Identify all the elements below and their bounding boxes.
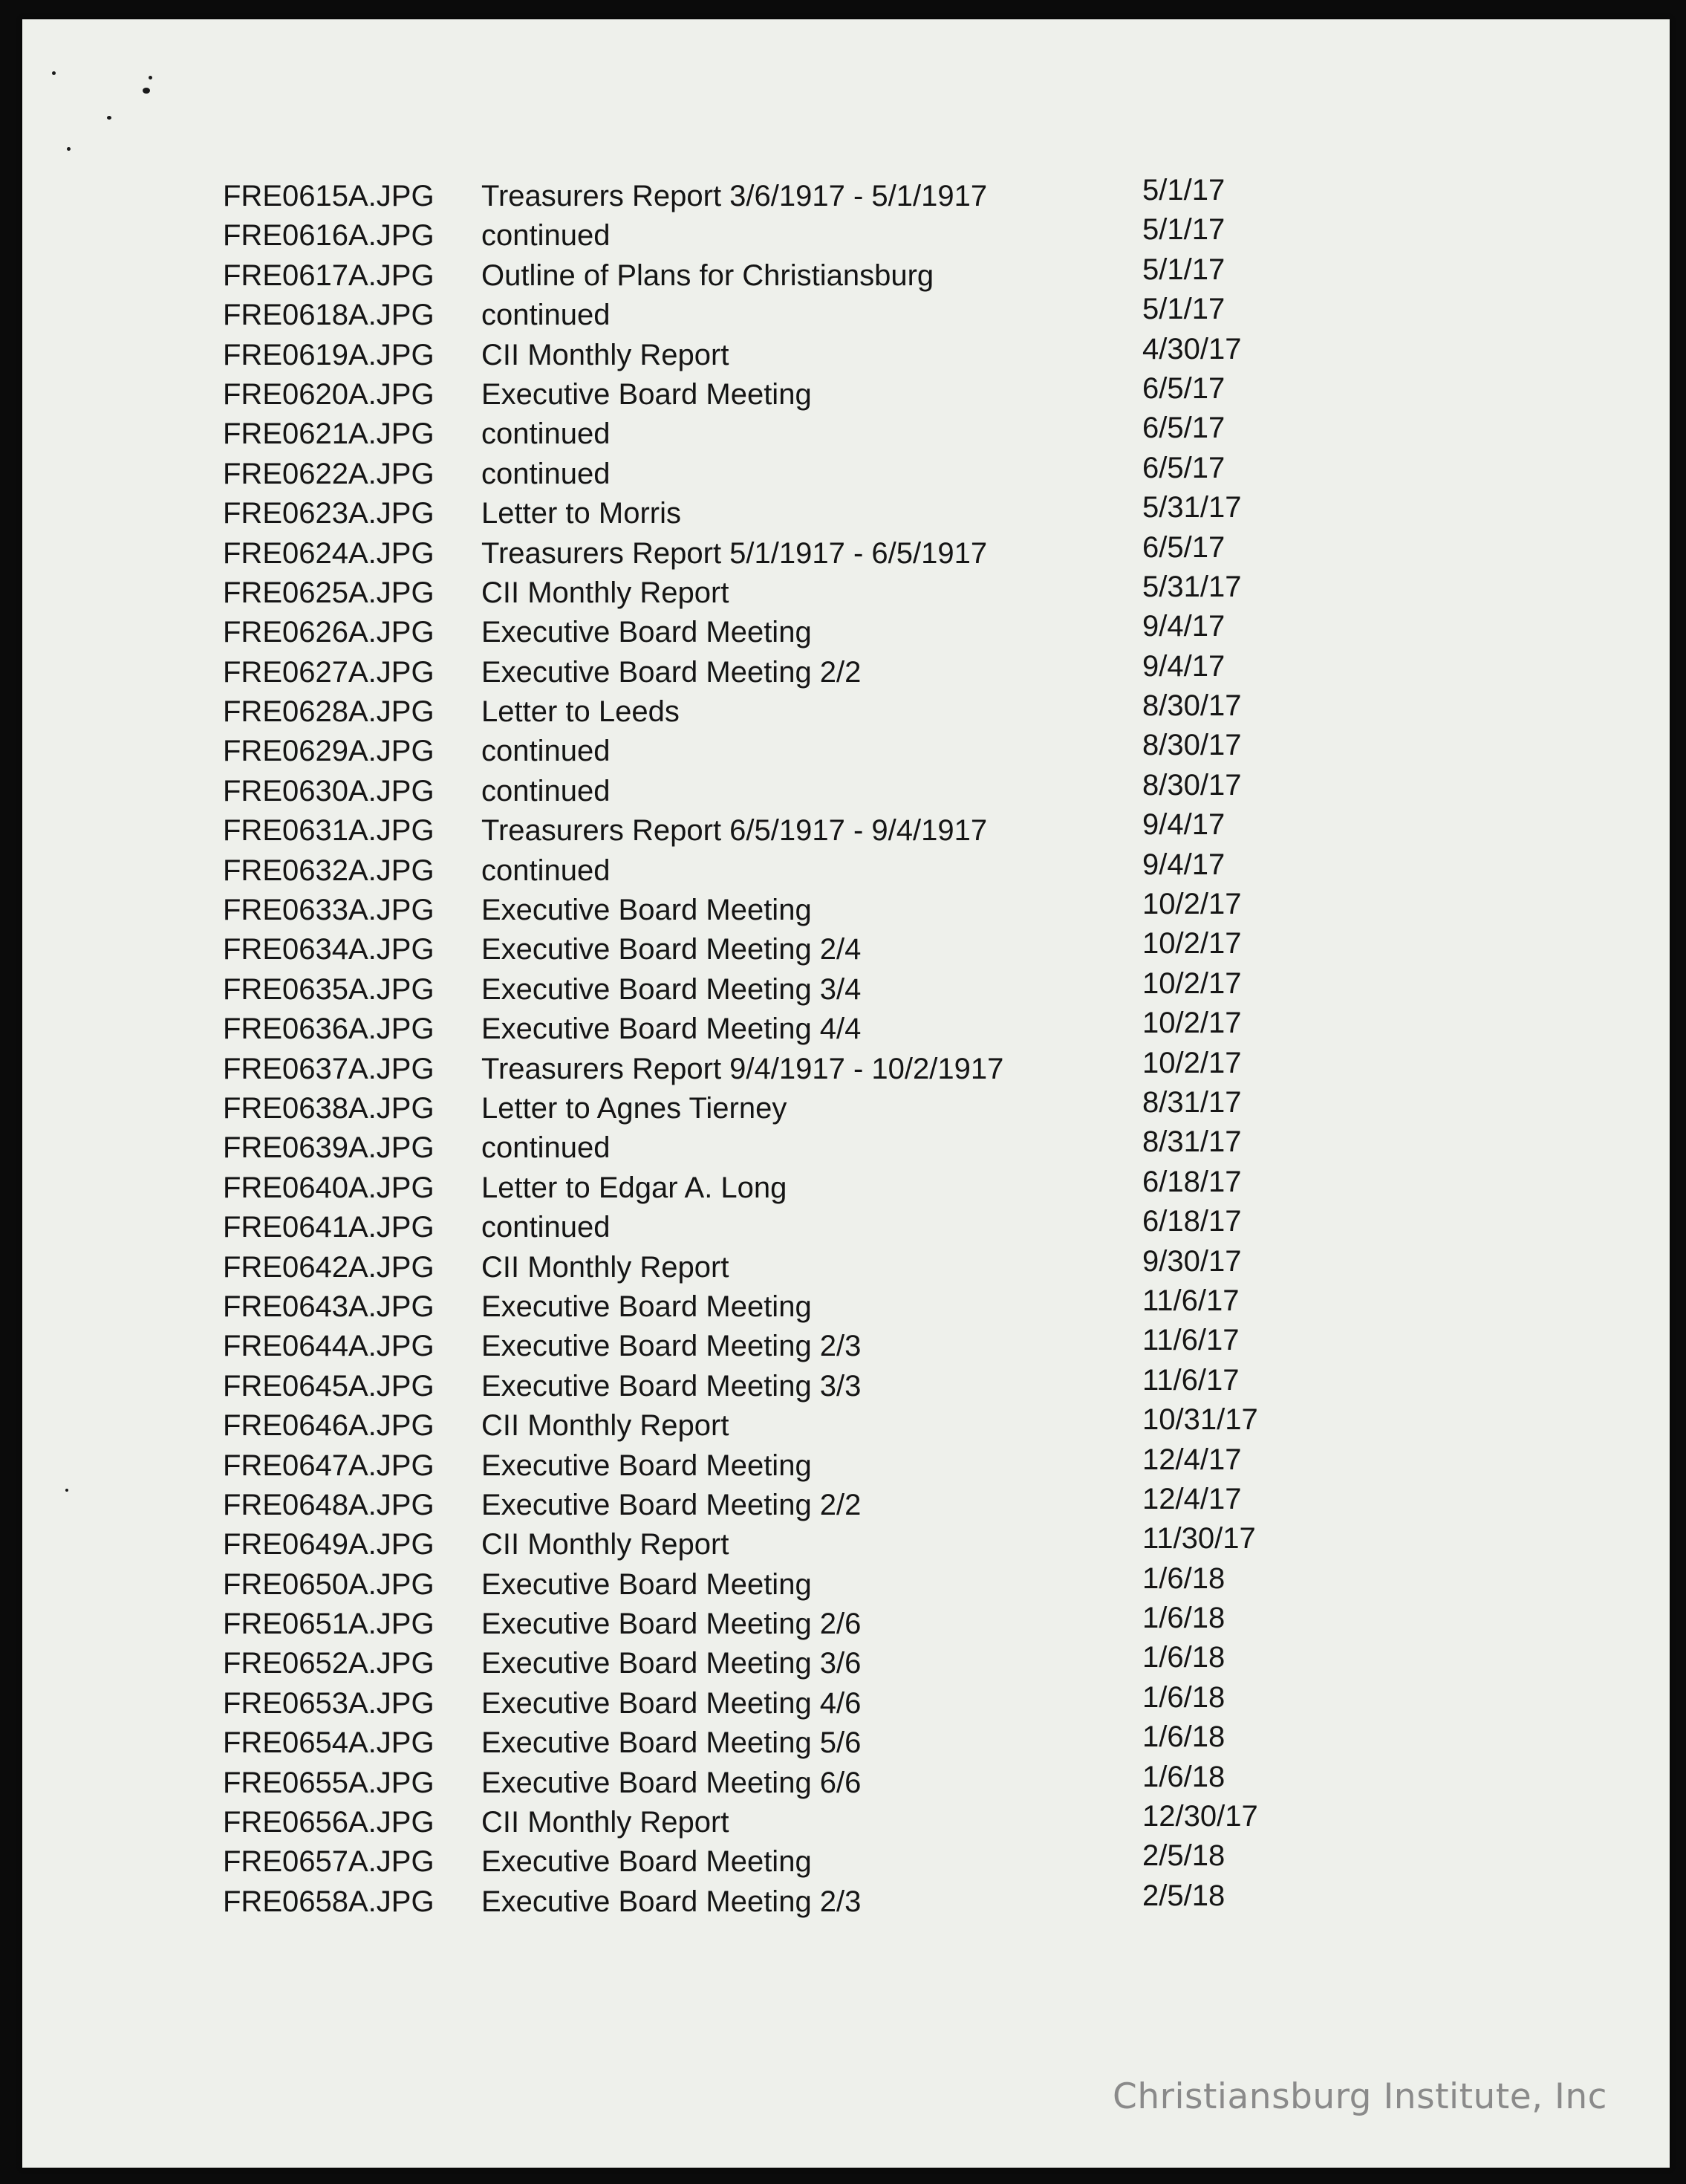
- file-name: FRE0645A.JPG: [223, 1369, 434, 1403]
- document-date: 6/18/17: [1142, 1165, 1242, 1198]
- file-name: FRE0648A.JPG: [223, 1488, 434, 1521]
- document-date: 10/2/17: [1142, 1046, 1242, 1079]
- file-name: FRE0638A.JPG: [223, 1091, 434, 1125]
- file-name: FRE0652A.JPG: [223, 1647, 434, 1680]
- document-title: CII Monthly Report: [481, 1806, 729, 1839]
- document-title: Letter to Leeds: [481, 695, 680, 729]
- document-date: 8/31/17: [1142, 1085, 1242, 1119]
- document-title: Letter to Edgar A. Long: [481, 1171, 787, 1204]
- file-name: FRE0641A.JPG: [223, 1211, 434, 1244]
- list-item: [223, 1879, 1337, 1922]
- document-date: 1/6/18: [1142, 1641, 1226, 1674]
- document-title: Executive Board Meeting 2/2: [481, 1488, 862, 1521]
- document-date: 6/18/17: [1142, 1205, 1242, 1238]
- scanned-page: [22, 19, 1670, 2168]
- document-title: continued: [481, 457, 611, 490]
- file-name: FRE0646A.JPG: [223, 1409, 434, 1443]
- ink-speck: [149, 76, 152, 79]
- file-name: FRE0631A.JPG: [223, 814, 434, 848]
- document-date: 6/5/17: [1142, 412, 1226, 445]
- file-name: FRE0617A.JPG: [223, 259, 434, 292]
- watermark: Christiansburg Institute, Inc: [1113, 2076, 1607, 2117]
- file-name: FRE0651A.JPG: [223, 1608, 434, 1641]
- document-date: 8/30/17: [1142, 689, 1242, 723]
- ink-speck: [107, 116, 111, 120]
- file-name: FRE0630A.JPG: [223, 774, 434, 807]
- file-name: FRE0653A.JPG: [223, 1686, 434, 1720]
- file-name: FRE0623A.JPG: [223, 497, 434, 530]
- document-title: Executive Board Meeting: [481, 377, 812, 411]
- document-title: Executive Board Meeting 4/4: [481, 1013, 862, 1046]
- document-title: Executive Board Meeting: [481, 1449, 812, 1482]
- document-date: 2/5/18: [1142, 1879, 1226, 1912]
- document-date: 9/4/17: [1142, 808, 1226, 842]
- file-name: FRE0635A.JPG: [223, 972, 434, 1006]
- file-name: FRE0621A.JPG: [223, 417, 434, 451]
- document-title: Treasurers Report 5/1/1917 - 6/5/1917: [481, 536, 988, 570]
- document-date: 12/4/17: [1142, 1482, 1242, 1515]
- file-name: FRE0640A.JPG: [223, 1171, 434, 1204]
- document-date: 11/6/17: [1142, 1363, 1240, 1397]
- document-date: 6/5/17: [1142, 371, 1226, 405]
- document-title: continued: [481, 1131, 611, 1165]
- file-name: FRE0636A.JPG: [223, 1013, 434, 1046]
- document-title: Letter to Agnes Tierney: [481, 1091, 787, 1125]
- document-title: continued: [481, 219, 611, 253]
- document-date: 8/30/17: [1142, 729, 1242, 762]
- file-name: FRE0657A.JPG: [223, 1845, 434, 1879]
- file-listing: [223, 174, 1337, 1922]
- document-title: continued: [481, 774, 611, 807]
- document-title: Executive Board Meeting 2/2: [481, 655, 862, 689]
- document-date: 6/5/17: [1142, 451, 1226, 484]
- document-title: continued: [481, 417, 611, 451]
- document-title: CII Monthly Report: [481, 1409, 729, 1443]
- document-date: 10/2/17: [1142, 1007, 1242, 1040]
- document-date: 5/31/17: [1142, 491, 1242, 524]
- document-title: CII Monthly Report: [481, 576, 729, 609]
- document-title: continued: [481, 735, 611, 768]
- file-name: FRE0624A.JPG: [223, 536, 434, 570]
- document-title: Executive Board Meeting: [481, 1290, 812, 1323]
- document-date: 11/6/17: [1142, 1324, 1240, 1357]
- file-name: FRE0656A.JPG: [223, 1806, 434, 1839]
- document-date: 9/4/17: [1142, 848, 1226, 881]
- document-date: 10/2/17: [1142, 966, 1242, 1000]
- document-title: Executive Board Meeting: [481, 1567, 812, 1601]
- document-date: 2/5/18: [1142, 1839, 1226, 1873]
- document-title: Executive Board Meeting 5/6: [481, 1726, 862, 1760]
- document-date: 12/4/17: [1142, 1443, 1242, 1476]
- file-name: FRE0644A.JPG: [223, 1330, 434, 1363]
- document-date: 6/5/17: [1142, 530, 1226, 564]
- document-date: 11/6/17: [1142, 1284, 1240, 1317]
- file-name: FRE0642A.JPG: [223, 1250, 434, 1284]
- document-date: 1/6/18: [1142, 1602, 1226, 1635]
- document-date: 8/31/17: [1142, 1125, 1242, 1159]
- file-name: FRE0629A.JPG: [223, 735, 434, 768]
- document-date: 5/31/17: [1142, 570, 1242, 603]
- file-name: FRE0658A.JPG: [223, 1885, 434, 1918]
- document-date: 9/4/17: [1142, 649, 1226, 683]
- document-title: Executive Board Meeting 2/6: [481, 1608, 862, 1641]
- document-title: Executive Board Meeting: [481, 894, 812, 927]
- file-name: FRE0626A.JPG: [223, 616, 434, 649]
- document-title: Executive Board Meeting 3/4: [481, 972, 862, 1006]
- document-date: 11/30/17: [1142, 1522, 1256, 1556]
- file-name: FRE0628A.JPG: [223, 695, 434, 729]
- document-title: Treasurers Report 6/5/1917 - 9/4/1917: [481, 814, 988, 848]
- ink-speck: [67, 147, 71, 151]
- document-title: Executive Board Meeting 2/4: [481, 933, 862, 966]
- ink-speck: [52, 71, 56, 75]
- document-date: 4/30/17: [1142, 332, 1242, 365]
- document-date: 1/6/18: [1142, 1760, 1226, 1793]
- document-title: continued: [481, 1211, 611, 1244]
- document-date: 5/1/17: [1142, 213, 1226, 247]
- file-name: FRE0650A.JPG: [223, 1567, 434, 1601]
- document-title: continued: [481, 854, 611, 887]
- file-name: FRE0633A.JPG: [223, 894, 434, 927]
- file-name: FRE0627A.JPG: [223, 655, 434, 689]
- file-name: FRE0622A.JPG: [223, 457, 434, 490]
- ink-speck: [65, 1489, 68, 1492]
- document-date: 10/2/17: [1142, 927, 1242, 961]
- document-title: continued: [481, 299, 611, 332]
- file-name: FRE0634A.JPG: [223, 933, 434, 966]
- file-name: FRE0654A.JPG: [223, 1726, 434, 1760]
- document-title: CII Monthly Report: [481, 338, 729, 371]
- document-title: Treasurers Report 3/6/1917 - 5/1/1917: [481, 180, 988, 212]
- file-name: FRE0639A.JPG: [223, 1131, 434, 1165]
- file-name: FRE0618A.JPG: [223, 299, 434, 332]
- document-date: 5/1/17: [1142, 293, 1226, 326]
- document-title: Executive Board Meeting 4/6: [481, 1686, 862, 1720]
- document-title: Executive Board Meeting 6/6: [481, 1766, 862, 1799]
- document-title: Executive Board Meeting 2/3: [481, 1330, 862, 1363]
- file-name: FRE0620A.JPG: [223, 377, 434, 411]
- file-name: FRE0616A.JPG: [223, 219, 434, 253]
- document-title: Executive Board Meeting: [481, 616, 812, 649]
- document-title: Executive Board Meeting 2/3: [481, 1885, 862, 1918]
- file-name: FRE0649A.JPG: [223, 1528, 434, 1561]
- file-name: FRE0625A.JPG: [223, 576, 434, 609]
- file-name: FRE0632A.JPG: [223, 854, 434, 887]
- document-date: 1/6/18: [1142, 1680, 1226, 1714]
- file-name: FRE0647A.JPG: [223, 1449, 434, 1482]
- file-name: FRE0643A.JPG: [223, 1290, 434, 1323]
- document-date: 12/30/17: [1142, 1800, 1258, 1833]
- document-date: 10/2/17: [1142, 888, 1242, 921]
- document-title: Executive Board Meeting 3/6: [481, 1647, 862, 1680]
- document-title: CII Monthly Report: [481, 1250, 729, 1284]
- file-name: FRE0615A.JPG: [223, 180, 434, 212]
- document-date: 5/1/17: [1142, 253, 1226, 286]
- document-date: 9/30/17: [1142, 1244, 1242, 1278]
- file-name: FRE0637A.JPG: [223, 1052, 434, 1085]
- document-title: Executive Board Meeting 3/3: [481, 1369, 862, 1403]
- document-title: Executive Board Meeting: [481, 1845, 812, 1879]
- document-date: 10/31/17: [1142, 1403, 1258, 1437]
- file-name: FRE0619A.JPG: [223, 338, 434, 371]
- document-title: Letter to Morris: [481, 497, 681, 530]
- document-date: 8/30/17: [1142, 768, 1242, 802]
- document-date: 1/6/18: [1142, 1561, 1226, 1595]
- document-title: Outline of Plans for Christiansburg: [481, 259, 934, 292]
- document-title: CII Monthly Report: [481, 1528, 729, 1561]
- document-title: Treasurers Report 9/4/1917 - 10/2/1917: [481, 1052, 1004, 1085]
- document-date: 1/6/18: [1142, 1720, 1226, 1754]
- ink-speck: [143, 88, 150, 94]
- document-date: 5/1/17: [1142, 174, 1226, 207]
- file-name: FRE0655A.JPG: [223, 1766, 434, 1799]
- document-date: 9/4/17: [1142, 610, 1226, 643]
